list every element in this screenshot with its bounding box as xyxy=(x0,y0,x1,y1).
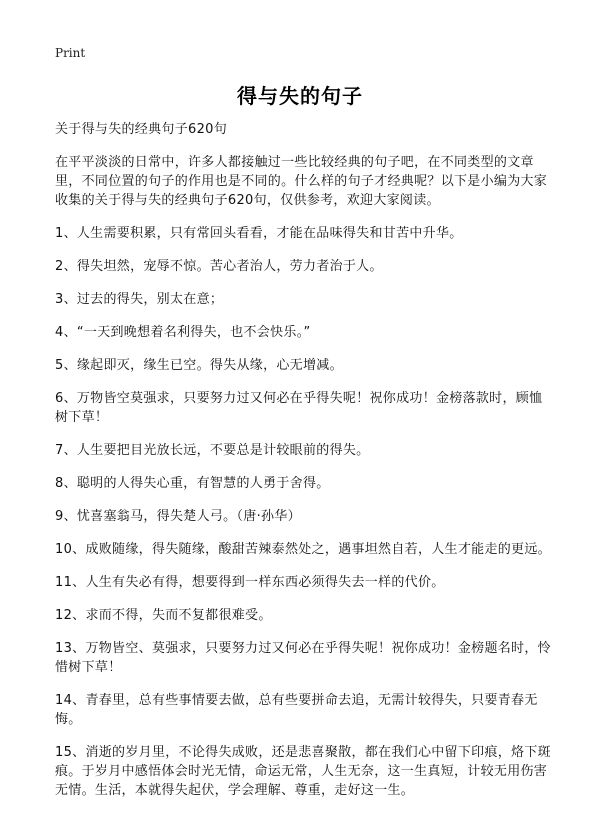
quote-item: 1、人生需要积累，只有常回头看看，才能在品味得失和甘苦中升华。 xyxy=(55,226,463,241)
quote-item: 3、过去的得失，别太在意； xyxy=(55,292,224,307)
intro-paragraph: 在平平淡淡的日常中，许多人都接触过一些比较经典的句子吧，在不同类型的文章里，不同位置的句子的作用也是不同的。什么样的句子才经典呢？以下是小编为大家收集的关于得与失的经典句子620句，仅供参考，欢迎大家阅读。 xyxy=(55,155,548,208)
quote-item: 5、缘起即灭，缘生已空。得失从缘，心无增减。 xyxy=(55,358,343,373)
quote-item: 12、求而不得，失而不复都很难受。 xyxy=(55,608,272,623)
page-title: 得与失的句子 xyxy=(237,84,363,108)
quote-item: 7、人生要把目光放长远，不要总是计较眼前的得失。 xyxy=(55,443,370,458)
quote-list xyxy=(55,224,555,800)
quote-item: 15、消逝的岁月里，不论得失成败，还是悲喜聚散，都在我们心中留下印痕，烙下斑痕。于岁月中感悟体会时光无情，命运无常，人生无奈，这一生真短，计较无用伤害无情。生活，本就得失起伏，学会理解、尊重，走好这一生。 xyxy=(55,745,551,798)
quote-item: 2、得失坦然，宠辱不惊。苦心者治人，劳力者治于人。 xyxy=(55,259,383,274)
document-body xyxy=(55,120,555,814)
document-subtitle: 关于得与失的经典句子620句 xyxy=(55,122,228,137)
quote-item: 4、“一天到晚想着名利得失，也不会快乐。” xyxy=(55,325,311,340)
quote-item: 13、万物皆空、莫强求，只要努力过又何必在乎得失呢！祝你成功！金榜题名时，怜惜树下草！ xyxy=(55,641,551,675)
quote-item: 11、人生有失必有得，想要得到一样东西必须得失去一样的代价。 xyxy=(55,575,445,590)
quote-item: 8、聪明的人得失心重，有智慧的人勇于舍得。 xyxy=(55,476,330,491)
quote-item: 10、成败随缘，得失随缘，酸甜苦辣泰然处之，遇事坦然自若，人生才能走的更远。 xyxy=(55,542,551,557)
quote-item: 9、忧喜塞翁马，得失楚人弓。（唐·孙华） xyxy=(55,509,301,524)
quote-item: 6、万物皆空莫强求，只要努力过又何必在乎得失呢！祝你成功！金榜落款时，顾恤树下草！ xyxy=(55,391,543,425)
quote-item: 14、青春里，总有些事情要去做，总有些要拼命去追，无需计较得失，只要青春无悔。 xyxy=(55,693,538,727)
print-link[interactable]: Print xyxy=(55,46,86,60)
